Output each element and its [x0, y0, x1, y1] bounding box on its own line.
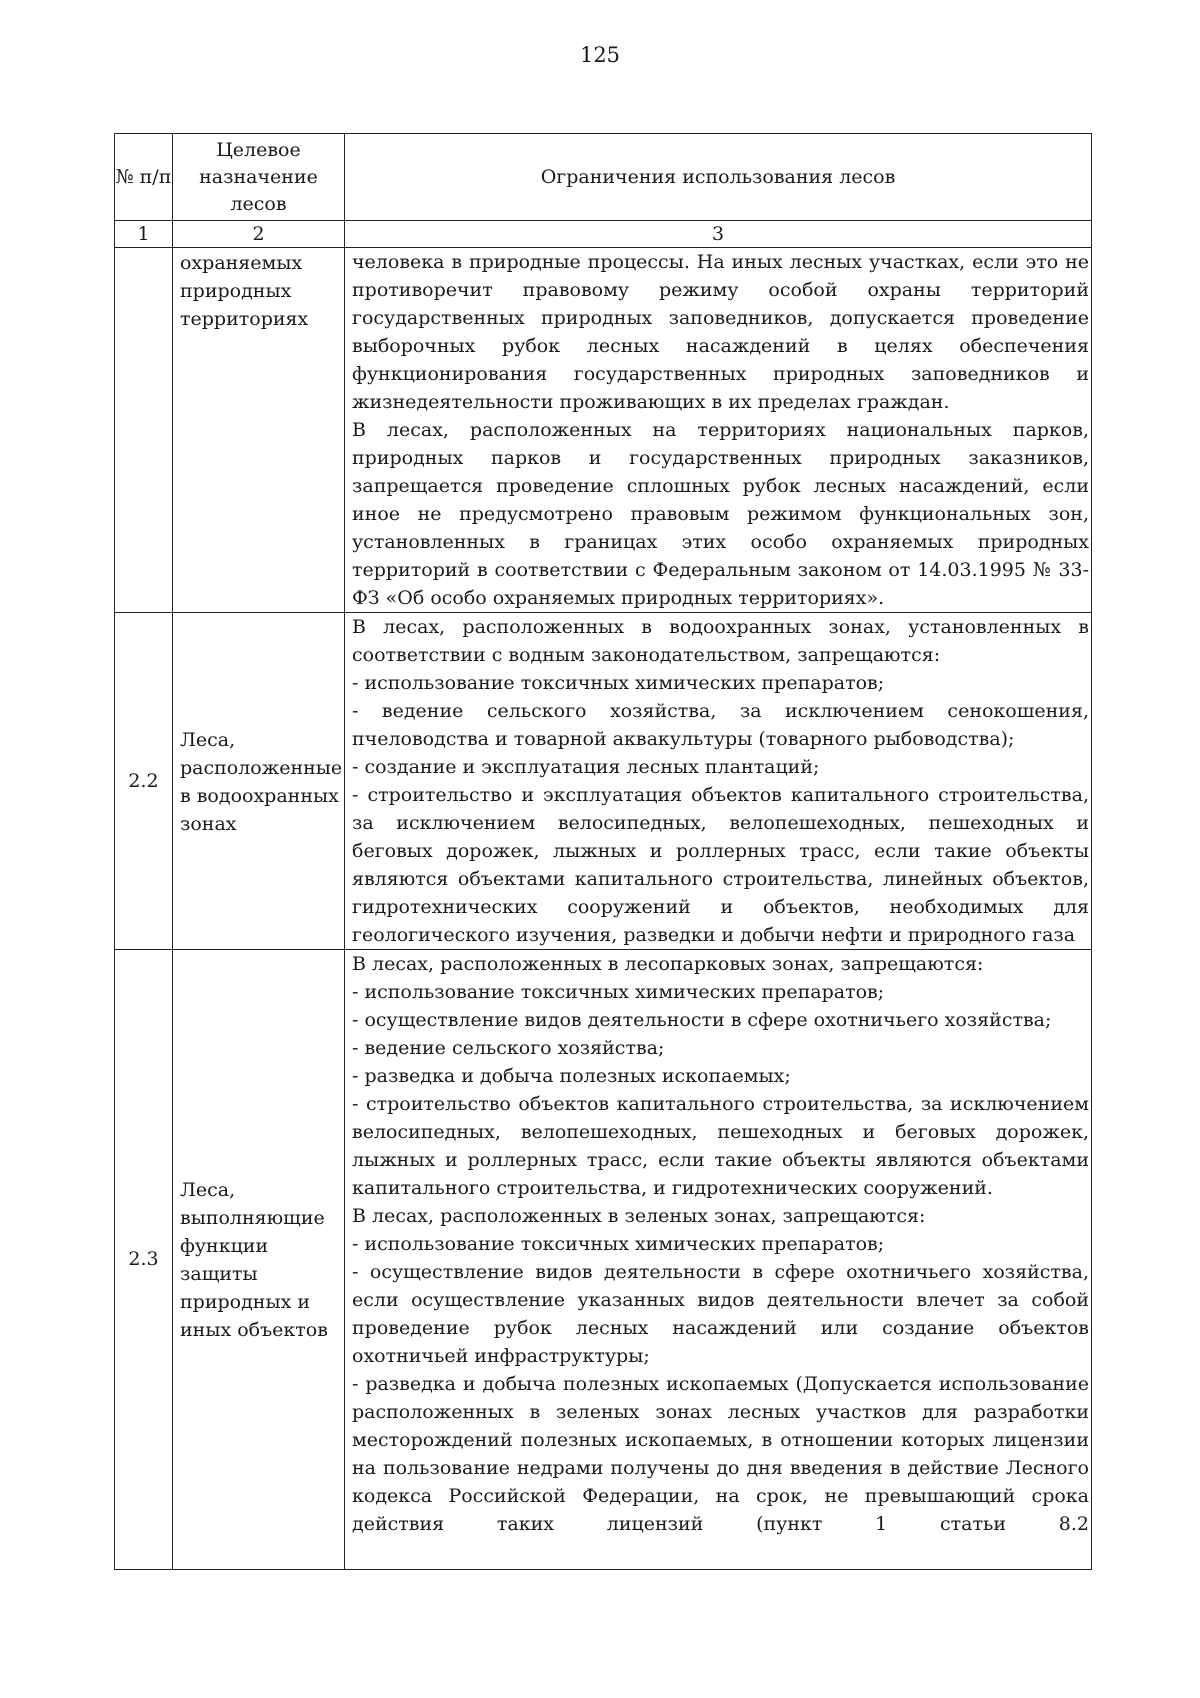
row-purpose: охраняемых природных территориях	[173, 248, 345, 613]
page-number: 125	[579, 43, 621, 67]
restriction-paragraph: - осуществление видов деятельности в сфере охотничьего хозяйства, если осуществление указанных видов деятельности влечет за собой проведение рубок лесных насаждений или создание объектов охотничьей инфраструктуры;	[352, 1261, 1089, 1367]
header-purpose: Целевое назначение лесов	[173, 134, 345, 221]
table-row	[115, 248, 1092, 613]
restriction-paragraph: - создание и эксплуатация лесных плантаций;	[352, 756, 820, 778]
restriction-paragraph: - использование токсичных химических препаратов;	[352, 672, 885, 694]
row-number: 2.2	[115, 613, 173, 950]
row-restrictions	[345, 248, 1092, 613]
row-number: 2.3	[115, 950, 173, 1570]
column-number: 3	[345, 221, 1092, 248]
row-purpose: Леса, выполняющие функции защиты природных и иных объектов	[173, 950, 345, 1570]
restriction-paragraph: - осуществление видов деятельности в сфере охотничьего хозяйства;	[352, 1009, 1052, 1031]
restriction-paragraph: - строительство и эксплуатация объектов капитального строительства, за исключением велосипедных, велопешеходных, пешеходных и беговых дорожек, лыжных и роллерных трасс, если такие объекты являются объектами капитального строительства, линейных объектов, гидротехнических сооружений и объектов, необходимых для геологического изучения, разведки и добычи нефти и природного газа	[352, 784, 1089, 946]
restriction-paragraph: - ведение сельского хозяйства;	[352, 1037, 665, 1059]
table-header-row	[115, 134, 1092, 221]
row-restrictions	[345, 613, 1092, 950]
header-restrictions: Ограничения использования лесов	[345, 134, 1092, 221]
column-number-row	[115, 221, 1092, 248]
row-number	[115, 248, 173, 613]
restriction-paragraph: - ведение сельского хозяйства, за исключением сенокошения, пчеловодства и товарной аквакультуры (товарного рыбоводства);	[352, 700, 1089, 750]
restriction-paragraph: В лесах, расположенных в зеленых зонах, запрещаются:	[352, 1205, 926, 1227]
restriction-paragraph: - разведка и добыча полезных ископаемых;	[352, 1065, 791, 1087]
header-number: № п/п	[115, 134, 173, 221]
restriction-paragraph: - разведка и добыча полезных ископаемых (Допускается использование расположенных в зеленых зонах лесных участков для разработки месторождений полезных ископаемых, в отношении которых лицензии на пользование недрами получены до дня введения в действие Лесного кодекса Российской Федерации, на срок, не превышающий срока действия таких лицензий (пункт 1 статьи 8.2	[352, 1373, 1089, 1535]
table-row	[115, 613, 1092, 950]
row-restrictions	[345, 950, 1092, 1570]
table-row	[115, 950, 1092, 1570]
restriction-paragraph: В лесах, расположенных в лесопарковых зонах, запрещаются:	[352, 953, 984, 975]
restriction-paragraph: человека в природные процессы. На иных лесных участках, если это не противоречит правовому режиму особой охраны территорий государственных природных заповедников, допускается проведение выборочных рубок лесных насаждений в целях обеспечения функционирования государственных природных заповедников и жизнедеятельности проживающих в их пределах граждан.	[352, 251, 1089, 413]
restriction-paragraph: - использование токсичных химических препаратов;	[352, 1233, 885, 1255]
restriction-paragraph: - использование токсичных химических препаратов;	[352, 981, 885, 1003]
column-number: 1	[115, 221, 173, 248]
restriction-paragraph: - строительство объектов капитального строительства, за исключением велосипедных, велопешеходных, пешеходных и беговых дорожек, лыжных и роллерных трасс, если такие объекты являются объектами капитального строительства, и гидротехнических сооружений.	[352, 1093, 1089, 1199]
row-purpose: Леса, расположенные в водоохранных зонах	[173, 613, 345, 950]
restriction-paragraph: В лесах, расположенных в водоохранных зонах, установленных в соответствии с водным законодательством, запрещаются:	[352, 616, 1089, 666]
forest-restrictions-table	[114, 133, 1092, 1570]
restriction-paragraph: В лесах, расположенных на территориях национальных парков, природных парков и государственных природных заказников, запрещается проведение сплошных рубок лесных насаждений, если иное не предусмотрено правовым режимом функциональных зон, установленных в границах этих особо охраняемых природных территорий в соответствии с Федеральным законом от 14.03.1995 № 33-ФЗ «Об особо охраняемых природных территориях».	[352, 419, 1089, 609]
column-number: 2	[173, 221, 345, 248]
